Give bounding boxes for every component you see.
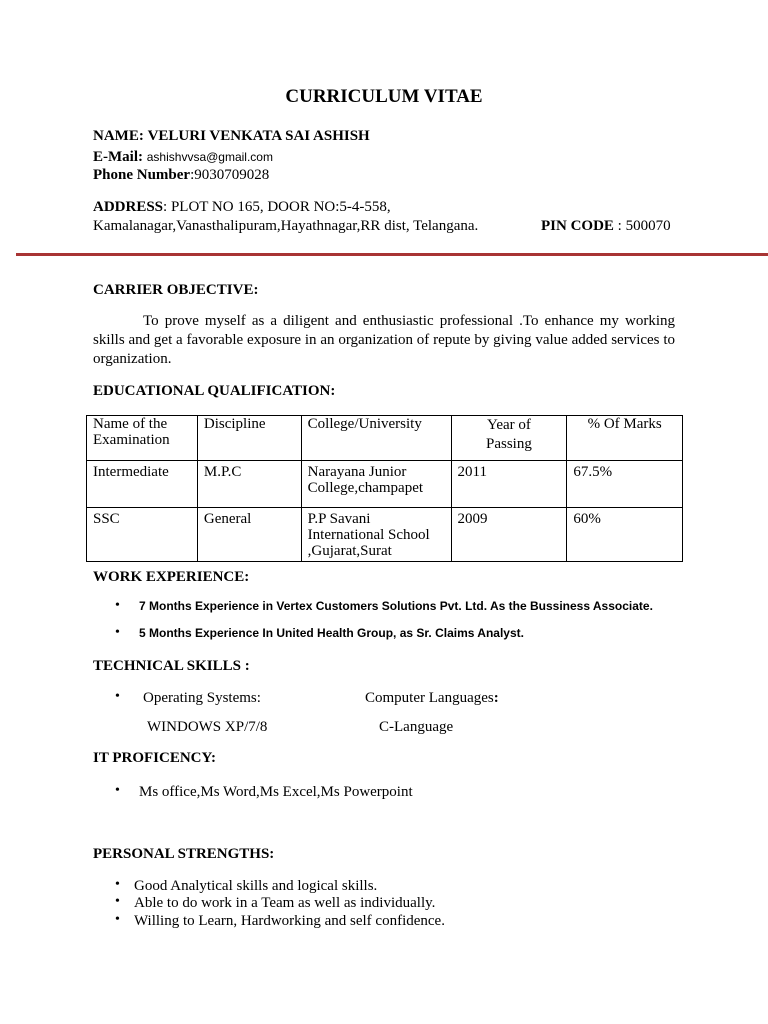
email-line (93, 149, 273, 166)
name-line (93, 128, 370, 145)
table-row (87, 461, 683, 508)
strengths-heading: PERSONAL STRENGTHS: (93, 846, 275, 862)
education-header-row (87, 416, 683, 461)
work-heading: WORK EXPERIENCE: (93, 569, 250, 585)
name-label: NAME: (93, 128, 144, 144)
table-cell: 2009 (451, 508, 567, 562)
address-line-2: Kamalanagar,Vanasthalipuram,Hayathnagar,RR dist, Telangana. (93, 218, 479, 234)
education-heading: EDUCATIONAL QUALIFICATION: (93, 383, 336, 399)
bullet-icon: • (115, 894, 120, 909)
languages-label-line (365, 690, 499, 707)
table-row (87, 508, 683, 562)
objective-paragraph (93, 312, 675, 369)
header-discipline: Discipline (197, 416, 301, 461)
objective-heading: CARRIER OBJECTIVE: (93, 282, 259, 298)
table-cell: 67.5% (567, 461, 683, 508)
education-table (86, 415, 683, 562)
bullet-icon: • (115, 783, 120, 798)
pin-label: PIN CODE (541, 218, 614, 234)
strength-item: Willing to Learn, Hardworking and self confidence. (134, 913, 445, 929)
table-cell: 60% (567, 508, 683, 562)
phone-label: Phone Number (93, 167, 191, 183)
table-cell: General (197, 508, 301, 562)
technical-heading: TECHNICAL SKILLS : (93, 658, 250, 674)
address-label: ADDRESS (93, 199, 164, 215)
header-divider (16, 253, 768, 256)
pin-value: : 500070 (613, 218, 671, 234)
work-item: 5 Months Experience In United Health Group, as Sr. Claims Analyst. (139, 626, 524, 640)
strength-item: Able to do work in a Team as well as individually. (134, 895, 436, 911)
phone-value: :9030709028 (190, 167, 270, 183)
address-line-1 (93, 199, 391, 216)
table-cell: Narayana Junior College,champapet (301, 461, 451, 508)
bullet-icon: • (115, 689, 120, 704)
email-value: ashishvvsa@gmail.com (146, 150, 273, 164)
os-value: WINDOWS XP/7/8 (147, 719, 268, 735)
header-marks: % Of Marks (567, 416, 683, 461)
os-label: Operating Systems: (143, 690, 261, 706)
pin-code (541, 218, 671, 235)
header-examination: Name of the Examination (87, 416, 198, 461)
work-item: 7 Months Experience in Vertex Customers Solutions Pvt. Ltd. As the Bussiness Associate. (139, 599, 653, 613)
objective-text: To prove myself as a diligent and enthusiastic professional .To enhance my working skills and get a favorable exposure in an organization of repute by giving value added services to organization. (93, 313, 675, 367)
languages-label: Computer Languages (365, 690, 494, 706)
bullet-icon: • (115, 625, 120, 640)
bullet-icon: • (115, 912, 120, 927)
languages-colon: : (493, 690, 499, 706)
table-cell: Intermediate (87, 461, 198, 508)
table-cell: SSC (87, 508, 198, 562)
header-college: College/University (301, 416, 451, 461)
languages-value: C-Language (379, 719, 454, 735)
address-value-1: : PLOT NO 165, DOOR NO:5-4-558, (163, 199, 391, 215)
strength-item: Good Analytical skills and logical skills. (134, 878, 378, 894)
document-title: CURRICULUM VITAE (285, 86, 483, 107)
name-value: VELURI VENKATA SAI ASHISH (147, 128, 370, 144)
header-year: Year of Passing (451, 416, 567, 461)
it-item: Ms office,Ms Word,Ms Excel,Ms Powerpoint (139, 784, 413, 800)
phone-line (93, 167, 269, 184)
bullet-icon: • (115, 877, 120, 892)
bullet-icon: • (115, 598, 120, 613)
it-heading: IT PROFICENCY: (93, 750, 216, 766)
table-cell: 2011 (451, 461, 567, 508)
table-cell: P.P Savani International School ,Gujarat,Surat (301, 508, 451, 562)
email-label: E-Mail: (93, 149, 143, 165)
table-cell: M.P.C (197, 461, 301, 508)
